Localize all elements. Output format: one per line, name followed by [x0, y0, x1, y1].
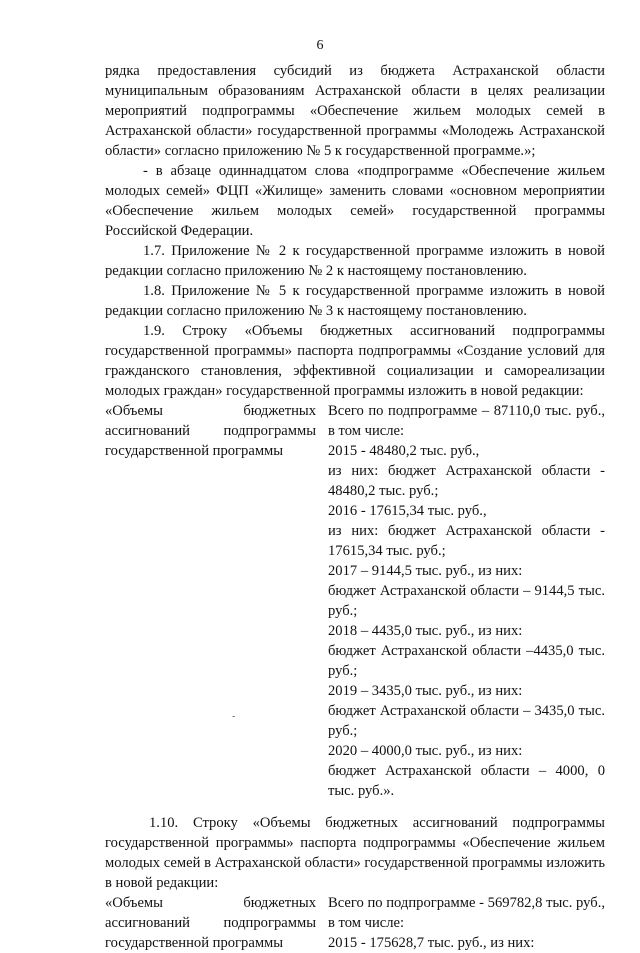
- budget-line: Всего по подпрограмме - 569782,8 тыс. руб., в том числе:: [328, 895, 605, 931]
- budget-table-1: [105, 401, 605, 801]
- spacer: [105, 801, 605, 813]
- paragraph-1-9: 1.9. Строку «Объемы бюджетных ассигнований подпрограммы государственной программы» паспорта подпрограммы «Создание условий для гражданского становления, эффективной социализации и самореализации молодых граждан» государственной программы изложить в новой редакции:: [105, 323, 605, 399]
- budget-line: 2015 - 48480,2 тыс. руб.,: [328, 443, 480, 459]
- paragraph-continuation: рядка предоставления субсидий из бюджета Астраханской области муниципальным образованиям Астраханской области в целях реализации мероприятий подпрограммы «Обеспечение жильем молодых семей в Астраханской области» государственной программы «Молодежь Астраханской области» согласно приложению № 5 к государственной программе.»;: [105, 63, 605, 159]
- budget-line: бюджет Астраханской области – 3435,0 тыс. руб.;: [328, 703, 605, 739]
- budget-line: бюджет Астраханской области – 9144,5 тыс. руб.;: [328, 583, 605, 619]
- paragraph-1-7: 1.7. Приложение № 2 к государственной программе изложить в новой редакции согласно приложению № 2 к настоящему постановлению.: [105, 243, 605, 279]
- budget-line: Всего по подпрограмме – 87110,0 тыс. руб., в том числе:: [328, 403, 605, 439]
- budget-line: бюджет Астраханской области – 4000, 0 тыс. руб.».: [328, 763, 605, 799]
- paragraph-amendment-eleventh: - в абзаце одиннадцатом слова «подпрограмме «Обеспечение жильем молодых семей» ФЦП «Жилище» заменить словами «основном мероприятии «Обеспечение жильем молодых семей» государственной программы Российской Федерации.: [105, 163, 605, 239]
- budget-table-2-values: [328, 893, 605, 953]
- paragraph-1-8: 1.8. Приложение № 5 к государственной программе изложить в новой редакции согласно приложению № 3 к настоящему постановлению.: [105, 283, 605, 319]
- page-number: 6: [316, 38, 324, 53]
- budget-line: из них: бюджет Астраханской области - 17615,34 тыс. руб.;: [328, 523, 605, 559]
- budget-line: 2020 – 4000,0 тыс. руб., из них:: [328, 743, 523, 759]
- budget-line: 2019 – 3435,0 тыс. руб., из них:: [328, 683, 523, 699]
- budget-line: из них: бюджет Астраханской области - 48480,2 тыс. руб.;: [328, 463, 605, 499]
- budget-table-2: [105, 893, 605, 953]
- budget-line: 2015 - 175628,7 тыс. руб., из них:: [328, 935, 535, 951]
- stray-mark: -: [232, 711, 236, 722]
- paragraph-1-10: 1.10. Строку «Объемы бюджетных ассигнований подпрограммы государственной программы» паспорта подпрограммы «Обеспечение жильем молодых семей в Астраханской области» государственной программы изложить в новой редакции:: [105, 815, 605, 891]
- budget-line: бюджет Астраханской области –4435,0 тыс. руб.;: [328, 643, 605, 679]
- budget-line: 2016 - 17615,34 тыс. руб.,: [328, 503, 487, 519]
- budget-table-2-label: «Объемы бюджетных ассигнований подпрограммы государственной программы: [105, 895, 316, 951]
- document-body: [105, 61, 605, 953]
- budget-line: 2018 – 4435,0 тыс. руб., из них:: [328, 623, 523, 639]
- budget-table-1-label: «Объемы бюджетных ассигнований подпрограммы государственной программы: [105, 403, 316, 459]
- budget-line: 2017 – 9144,5 тыс. руб., из них:: [328, 563, 523, 579]
- budget-table-1-values: [328, 401, 605, 801]
